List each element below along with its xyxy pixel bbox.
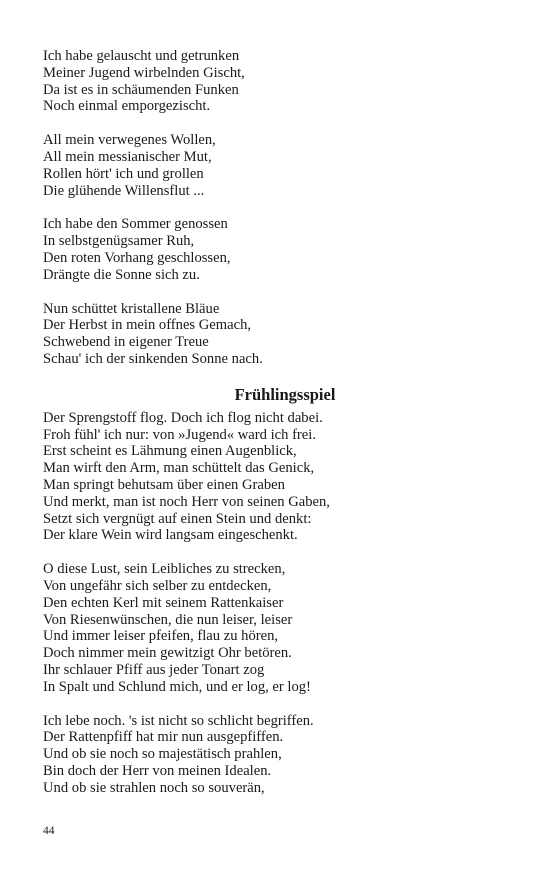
verse-line: Die glühende Willensflut ... — [43, 182, 205, 199]
poem-untitled — [43, 48, 513, 368]
verse-line: Nun schüttet kristallene Bläue — [43, 300, 220, 317]
verse-line: Erst scheint es Lähmung einen Augenblick, — [43, 443, 297, 460]
verse-line: Von ungefähr sich selber zu entdecken, — [43, 577, 272, 594]
verse-line: Setzt sich vergnügt auf einen Stein und denkt: — [43, 510, 312, 527]
poem-fruehlingsspiel — [43, 385, 513, 797]
stanza — [43, 48, 513, 115]
verse-line: Ich lebe noch. 's ist nicht so schlicht begriffen. — [43, 712, 314, 729]
verse-line: Der Sprengstoff flog. Doch ich flog nicht dabei. — [43, 409, 323, 426]
verse-line: Rollen hört' ich und grollen — [43, 165, 204, 182]
verse-line: Und merkt, man ist noch Herr von seinen Gaben, — [43, 493, 330, 510]
verse-line: In selbstgenügsamer Ruh, — [43, 233, 195, 250]
stanza — [43, 713, 513, 797]
verse-line: Ihr schlauer Pfiff aus jeder Tonart zog — [43, 661, 265, 678]
page-content — [43, 48, 513, 796]
stanza — [43, 561, 513, 695]
verse-line: Meiner Jugend wirbelnden Gischt, — [43, 64, 245, 81]
page-number: 44 — [43, 825, 55, 837]
stanza — [43, 216, 513, 283]
verse-line: O diese Lust, sein Leibliches zu strecken, — [43, 561, 286, 578]
verse-line: Ich habe gelauscht und getrunken — [43, 48, 240, 64]
verse-line: All mein verwegenes Wollen, — [43, 132, 216, 149]
verse-line: Froh fühl' ich nur: von »Jugend« ward ich frei. — [43, 426, 316, 443]
verse-line: Den echten Kerl mit seinem Rattenkaiser — [43, 594, 284, 611]
stanza — [43, 132, 513, 199]
verse-line: In Spalt und Schlund mich, und er log, er log! — [43, 678, 311, 695]
verse-line: Man wirft den Arm, man schüttelt das Genick, — [43, 460, 315, 477]
verse-line: Drängte die Sonne sich zu. — [43, 266, 200, 283]
verse-line: All mein messianischer Mut, — [43, 148, 212, 165]
verse-line: Schau' ich der sinkenden Sonne nach. — [43, 350, 263, 367]
poem-title: Frühlingsspiel — [234, 384, 336, 404]
stanza — [43, 410, 513, 544]
verse-line: Den roten Vorhang geschlossen, — [43, 249, 231, 266]
verse-line: Schwebend in eigener Treue — [43, 334, 209, 351]
verse-line: Von Riesenwünschen, die nun leiser, leiser — [43, 611, 293, 628]
stanza — [43, 301, 513, 368]
verse-line: Da ist es in schäumenden Funken — [43, 81, 239, 98]
verse-line: Und immer leiser pfeifen, flau zu hören, — [43, 628, 279, 645]
verse-line: Der Rattenpfiff hat mir nun ausgepfiffen. — [43, 729, 284, 746]
verse-line: Bin doch der Herr von meinen Idealen. — [43, 762, 272, 779]
verse-line: Doch nimmer mein gewitzigt Ohr betören. — [43, 645, 292, 662]
verse-line: Der Herbst in mein offnes Gemach, — [43, 317, 252, 334]
verse-line: Und ob sie strahlen noch so souverän, — [43, 779, 265, 796]
verse-line: Ich habe den Sommer genossen — [43, 216, 228, 233]
verse-line: Noch einmal emporgezischt. — [43, 98, 211, 115]
verse-line: Und ob sie noch so majestätisch prahlen, — [43, 746, 282, 763]
verse-line: Man springt behutsam über einen Graben — [43, 476, 285, 493]
verse-line: Der klare Wein wird langsam eingeschenkt. — [43, 527, 298, 544]
